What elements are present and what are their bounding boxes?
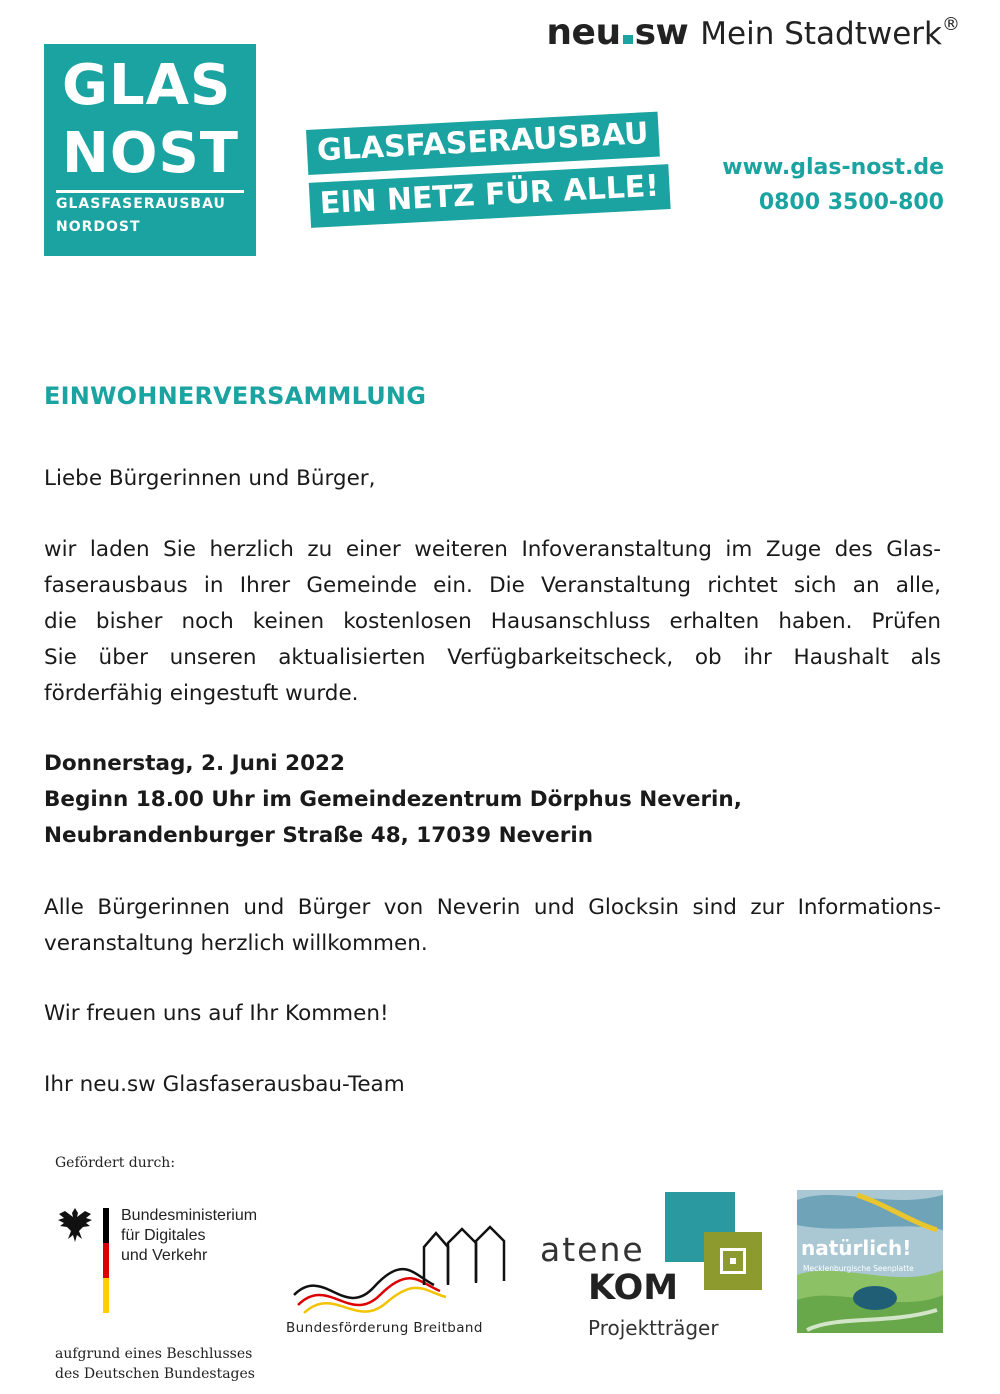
breitband-label: Bundesförderung Breitband [286, 1320, 483, 1336]
logo-line-nost: NOST [62, 121, 240, 186]
banner-line-2: EIN NETZ FÜR ALLE! [309, 164, 670, 228]
invitation-paragraph [44, 532, 941, 712]
german-flag-bar [103, 1208, 109, 1313]
registered-mark: ® [942, 14, 960, 35]
contact-block [722, 150, 944, 220]
ministry-name: Bundesministerium für Digitales und Verkehr [121, 1207, 258, 1264]
invite-line: faserausbaus in Ihrer Gemeinde ein. Die Veranstaltung richtet sich an alle, [44, 573, 941, 598]
slogan-banner [306, 111, 670, 228]
event-address: Neubrandenburger Straße 48, 17039 Neverin [44, 823, 594, 848]
signature: Ihr neu.sw Glasfaserausbau-Team [44, 1072, 405, 1097]
event-date: Donnerstag, 2. Juni 2022 [44, 751, 345, 776]
closing-line: Wir freuen uns auf Ihr Kommen! [44, 1001, 389, 1026]
naturlich-subtitle: Mecklenburgische Seenplatte [803, 1264, 914, 1273]
website-link[interactable]: www.glas-nost.de [722, 155, 944, 180]
funded-by-label: Gefördert durch: [55, 1155, 176, 1171]
atene-name: atene [540, 1230, 645, 1269]
page-title: EINWOHNERVERSAMMLUNG [44, 382, 427, 410]
brand-sw: sw [634, 12, 689, 53]
breitband-houses-waves-icon [284, 1225, 512, 1317]
bmdv-logo [55, 1205, 275, 1315]
atenekom-logo [538, 1190, 768, 1345]
bundesfoerderung-breitband-logo [284, 1225, 512, 1340]
neusw-brand-logo [546, 12, 960, 53]
federal-eagle-icon [55, 1205, 95, 1245]
greeting: Liebe Bürgerinnen und Bürger, [44, 466, 376, 491]
atene-square-green [704, 1232, 762, 1290]
atene-role: Projektträger [588, 1316, 719, 1340]
event-details [44, 746, 941, 854]
event-time-place: Beginn 18.00 Uhr im Gemeindezentrum Dörphus Neverin, [44, 787, 742, 812]
brand-tagline: Mein Stadtwerk® [700, 14, 960, 52]
banner-line-1: GLASFASERAUSBAU [306, 112, 660, 175]
logo-sub-glasfaserausbau: GLASFASERAUSBAU [56, 196, 226, 212]
logo-sub-nordost: NORDOST [56, 219, 141, 235]
phone-number: 0800 3500-800 [758, 190, 944, 215]
invite-line: die bisher noch keinen kostenlosen Hausanschluss erhalten haben. Prüfen [44, 609, 941, 634]
welcome-line: Alle Bürgerinnen und Bürger von Neverin und Glocksin sind zur Informations- [44, 895, 941, 920]
logo-divider [56, 190, 244, 193]
naturlich-title: natürlich! [801, 1236, 912, 1260]
naturlich-seenplatte-logo [797, 1190, 943, 1333]
welcome-paragraph [44, 890, 941, 962]
atene-kom: KOM [588, 1268, 679, 1308]
brand-dot-icon [623, 35, 633, 44]
bundestag-decision: aufgrund eines Beschlusses des Deutschen Bundestages [55, 1346, 255, 1382]
invite-line: Sie über unseren aktualisierten Verfügbarkeitscheck, ob ihr Haushalt als [44, 645, 941, 670]
welcome-line: veranstaltung herzlich willkommen. [44, 931, 428, 956]
logo-line-glas: GLAS [62, 53, 232, 118]
brand-neu: neu [546, 12, 621, 53]
invite-line: förderfähig eingestuft wurde. [44, 681, 359, 706]
invite-line: wir laden Sie herzlich zu einer weiteren Infoveranstaltung im Zuge des Glas- [44, 537, 941, 562]
seenplatte-landscape-icon [797, 1190, 943, 1333]
glasnost-logo [44, 44, 256, 256]
